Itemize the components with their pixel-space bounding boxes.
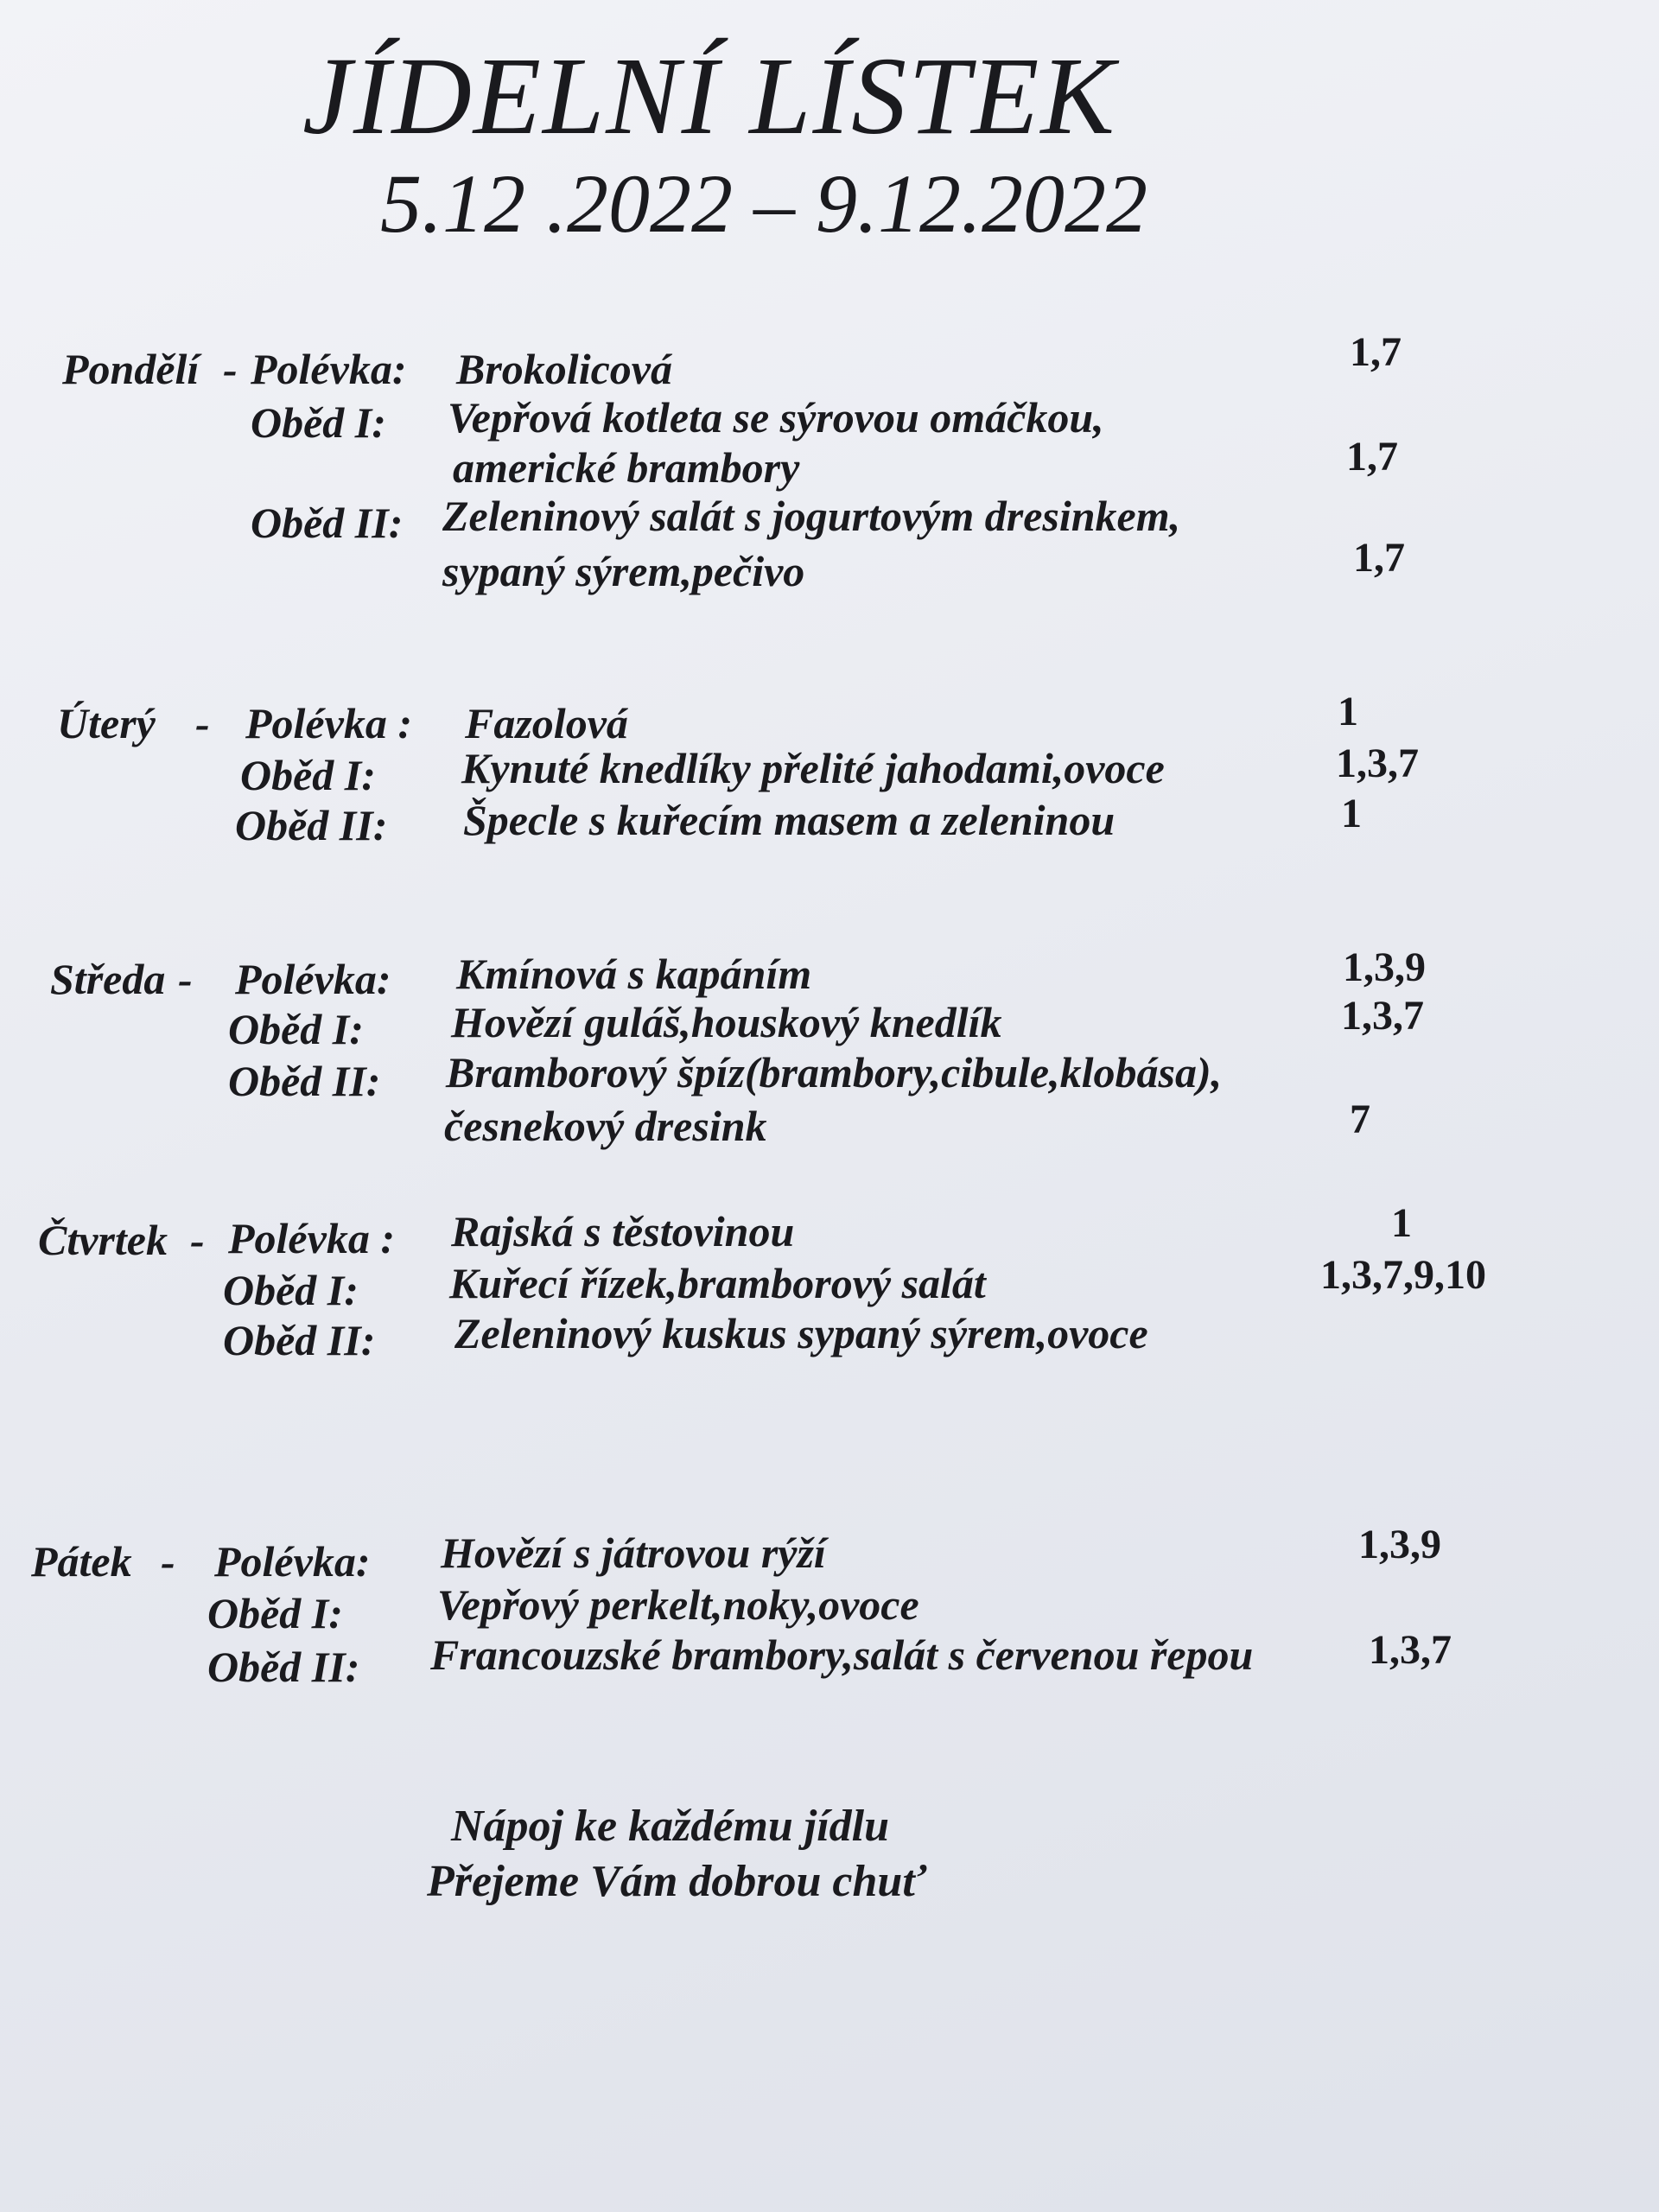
day-dash: - [223,345,238,393]
allergens: 1,3,7 [1341,993,1424,1039]
day-name: Pondělí [62,345,200,393]
dish-text: Hovězí s játrovou rýží [441,1529,826,1577]
page-title: JÍDELNÍ LÍSTEK [302,35,1116,157]
day-name: Čtvrtek [38,1216,168,1264]
date-range: 5.12 .2022 – 9.12.2022 [380,157,1147,250]
course-label: Oběd I: [228,1005,364,1053]
allergens: 1,3,7 [1369,1627,1452,1673]
day-dash: - [195,699,210,747]
day-dash: - [190,1216,205,1264]
course-label: Oběd II: [228,1057,381,1105]
dish-text-continued: americké brambory [453,443,800,492]
dish-text: Zeleninový kuskus sypaný sýrem,ovoce [454,1309,1148,1357]
day-name: Pátek [31,1537,132,1586]
allergens: 1,3,7 [1336,741,1419,786]
dish-text: Vepřová kotleta se sýrovou omáčkou, [448,393,1104,442]
course-label: Oběd II: [235,801,388,849]
dish-text: Rajská s těstovinou [451,1207,795,1255]
dish-text: Zeleninový salát s jogurtovým dresinkem, [442,492,1181,540]
dish-text: Hovězí guláš,houskový knedlík [451,998,1002,1046]
course-label: Polévka: [235,955,391,1003]
day-name: Středa [50,955,166,1003]
dish-text: Vepřový perkelt,noky,ovoce [437,1580,919,1629]
course-label: Oběd I: [251,398,386,447]
course-label: Oběd II: [223,1316,376,1364]
course-label: Oběd I: [207,1589,343,1637]
allergens: 1,7 [1353,535,1405,581]
dish-text: Kuřecí řízek,bramborový salát [449,1259,986,1307]
allergens: 1,3,9 [1343,944,1426,990]
allergens: 1,7 [1346,434,1398,480]
allergens: 1,7 [1350,329,1402,375]
day-name: Úterý [57,699,156,747]
footer-drink-note: Nápoj ke každému jídlu [451,1802,890,1851]
footer-greeting: Přejeme Vám dobrou chuť [427,1857,926,1906]
dish-text: Bramborový špíz(brambory,cibule,klobása), [446,1048,1223,1096]
course-label: Oběd I: [240,751,376,799]
allergens: 1 [1341,791,1362,836]
dish-text-continued: sypaný sýrem,pečivo [442,547,805,595]
allergens: 1,3,7,9,10 [1320,1252,1486,1298]
course-label: Oběd II: [207,1643,360,1691]
day-dash: - [161,1537,175,1586]
course-label: Polévka : [245,699,412,747]
dish-text: Fazolová [465,699,628,747]
dish-text-continued: česnekový dresink [444,1102,767,1150]
dish-text: Francouzské brambory,salát s červenou řepou [430,1630,1254,1679]
allergens: 7 [1350,1096,1370,1142]
dish-text: Špecle s kuřecím masem a zeleninou [463,796,1116,844]
allergens: 1 [1338,689,1358,734]
course-label: Polévka : [228,1214,395,1262]
dish-text: Kynuté knedlíky přelité jahodami,ovoce [461,744,1165,792]
day-dash: - [178,955,193,1003]
dish-text: Kmínová s kapáním [456,950,812,998]
course-label: Polévka: [214,1537,371,1586]
course-label: Oběd I: [223,1266,359,1314]
allergens: 1 [1391,1200,1412,1246]
course-label: Oběd II: [251,499,404,547]
allergens: 1,3,9 [1358,1522,1441,1567]
dish-text: Brokolicová [456,345,672,393]
course-label: Polévka: [251,345,407,393]
